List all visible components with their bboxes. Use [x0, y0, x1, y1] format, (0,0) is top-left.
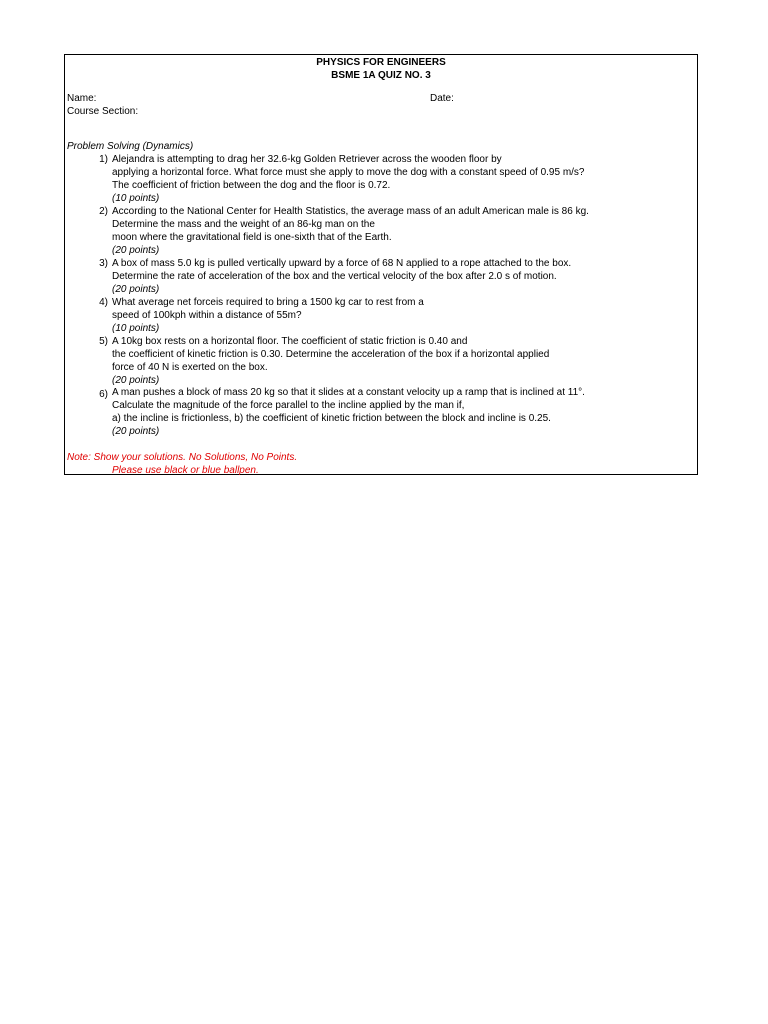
document-subtitle: BSME 1A QUIZ NO. 3 [331, 70, 431, 81]
quiz-sheet [64, 54, 698, 475]
problem-text: Determine the rate of acceleration of the box and the vertical velocity of the box after 2.0 s of motion. [112, 271, 557, 282]
problem-points: (20 points) [112, 245, 160, 256]
problem-text: Calculate the magnitude of the force parallel to the incline applied by the man if, [112, 400, 465, 411]
problem-points: (10 points) [112, 193, 160, 204]
problem-points: (20 points) [112, 375, 160, 386]
problem-text: force of 40 N is exerted on the box. [112, 362, 268, 373]
course-section-label: Course Section: [67, 106, 139, 117]
problem-text: Determine the mass and the weight of an 86-kg man on the [112, 219, 375, 230]
problem-text: moon where the gravitational field is one-sixth that of the Earth. [112, 232, 392, 243]
problem-number: 2) [99, 206, 108, 217]
problem-text: applying a horizontal force. What force must she apply to move the dog with a constant speed of 0.95 m/s? [112, 167, 585, 178]
date-label: Date: [430, 93, 454, 104]
problem-number: 3) [99, 258, 108, 269]
section-title: Problem Solving (Dynamics) [67, 141, 194, 152]
problem-number: 1) [99, 154, 108, 165]
problem-points: (20 points) [112, 426, 160, 437]
problem-text: a) the incline is frictionless, b) the coefficient of kinetic friction between the block and incline is 0.25. [112, 413, 551, 424]
problem-text: the coefficient of kinetic friction is 0.30. Determine the acceleration of the box if a horizontal applied [112, 349, 550, 360]
problem-text: A man pushes a block of mass 20 kg so that it slides at a constant velocity up a ramp that is inclined at 11°. [112, 387, 585, 398]
problem-text: A box of mass 5.0 kg is pulled vertically upward by a force of 68 N applied to a rope attached to the box. [112, 258, 572, 269]
problem-text: Alejandra is attempting to drag her 32.6-kg Golden Retriever across the wooden floor by [112, 154, 502, 165]
problem-text: The coefficient of friction between the dog and the floor is 0.72. [112, 180, 391, 191]
document-title: PHYSICS FOR ENGINEERS [316, 57, 446, 68]
problem-points: (10 points) [112, 323, 160, 334]
note-text: Note: Show your solutions. No Solutions, No Points. [67, 452, 298, 463]
problem-number: 4) [99, 297, 108, 308]
note-text: Please use black or blue ballpen. [112, 465, 259, 476]
name-label: Name: [67, 93, 97, 104]
problem-text: What average net forceis required to bring a 1500 kg car to rest from a [112, 297, 424, 308]
problem-points: (20 points) [112, 284, 160, 295]
problem-text: A 10kg box rests on a horizontal floor. The coefficient of static friction is 0.40 and [112, 336, 468, 347]
problem-number: 6) [99, 389, 108, 400]
problem-number: 5) [99, 336, 108, 347]
problem-text: According to the National Center for Health Statistics, the average mass of an adult American male is 86 kg. [112, 206, 589, 217]
problem-text: speed of 100kph within a distance of 55m? [112, 310, 302, 321]
